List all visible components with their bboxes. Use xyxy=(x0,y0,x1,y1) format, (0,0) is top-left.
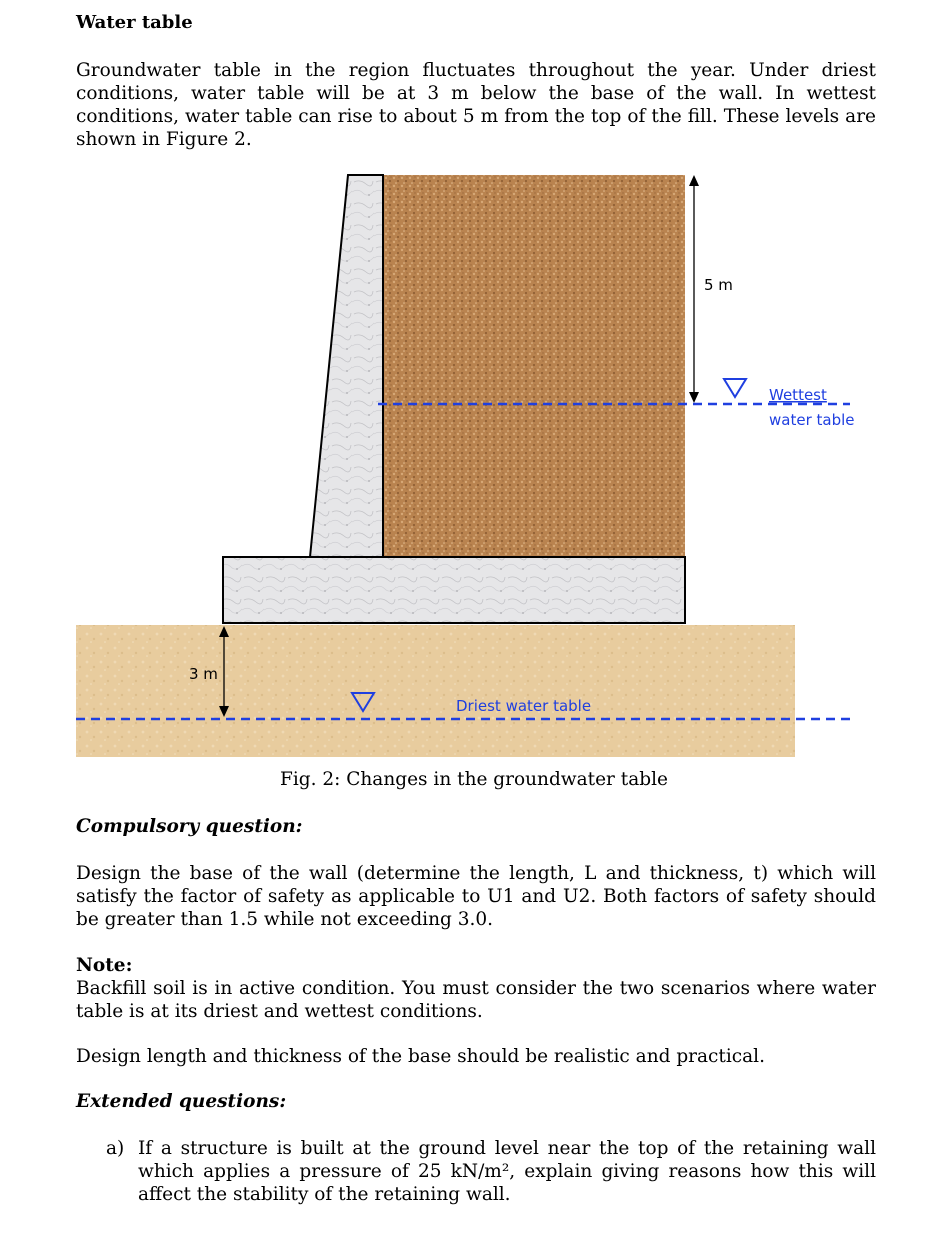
compulsory-text: Design the base of the wall (determine the length, L and thickness, t) which will satisfy the factor of safety as applicable to U1 and U2. Both factors of safety should be greater than 1.5 while not exceeding 3.0. xyxy=(76,863,876,930)
extended-title: Extended questions: xyxy=(76,1091,287,1112)
note-design-text: Design length and thickness of the base should be realistic and practical. xyxy=(76,1046,765,1067)
foundation-soil xyxy=(76,625,795,757)
note-title: Note: xyxy=(76,955,133,976)
label-driest: Driest water table xyxy=(456,697,592,715)
list-marker: a) xyxy=(106,1138,125,1159)
label-wettest: Wettest xyxy=(769,386,827,404)
figure-caption: Fig. 2: Changes in the groundwater table xyxy=(280,769,668,790)
label-water-table: water table xyxy=(769,411,855,429)
extended-question-a: If a structure is built at the ground level near the top of the retaining wall which applies a pressure of 25 kN/m², explain giving reasons how this will affect the stability of the retaining wall. xyxy=(138,1138,876,1205)
wettest-water-symbol-icon xyxy=(724,379,746,397)
groundwater-figure xyxy=(0,160,928,770)
backfill-soil xyxy=(383,175,685,557)
compulsory-title: Compulsory question: xyxy=(76,816,303,837)
arrow-down-icon xyxy=(689,392,699,403)
wall-base xyxy=(223,557,685,623)
wall-stem xyxy=(310,175,383,557)
section-heading: Water table xyxy=(76,12,193,33)
label-5m: 5 m xyxy=(704,276,733,294)
label-3m: 3 m xyxy=(189,665,218,683)
arrow-up-icon xyxy=(689,175,699,186)
intro-paragraph: Groundwater table in the region fluctuates throughout the year. Under driest conditions, water table will be at 3 m below the base of the wall. In wettest conditions, water table can rise to about 5 m from the top of the fill. These levels are shown in Figure 2. xyxy=(76,60,876,150)
note-text: Backfill soil is in active condition. You must consider the two scenarios where water table is at its driest and wettest conditions. xyxy=(76,978,876,1022)
